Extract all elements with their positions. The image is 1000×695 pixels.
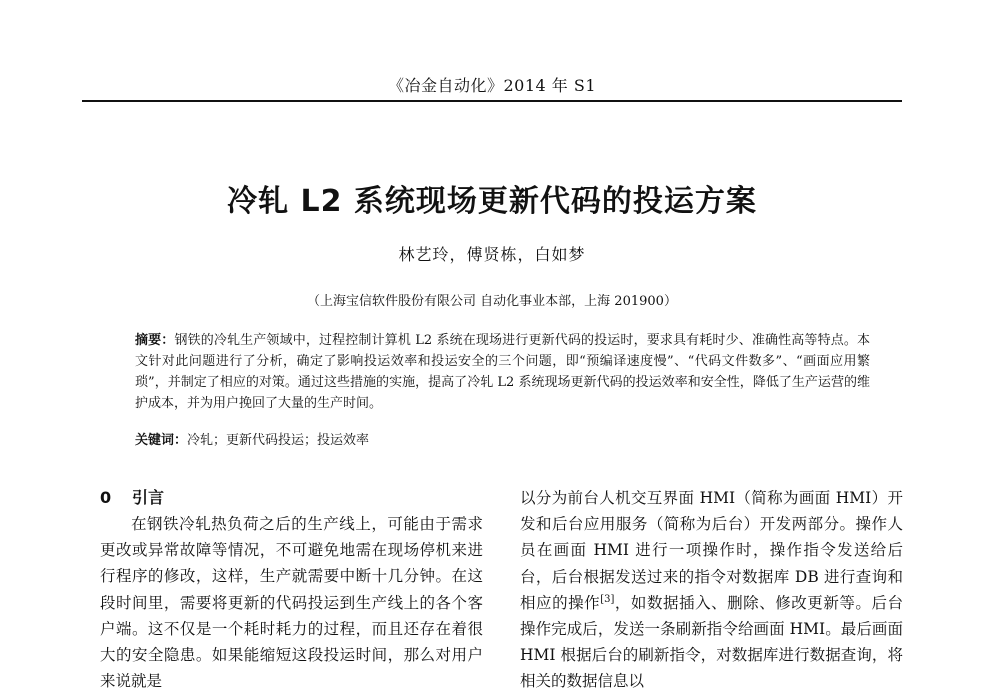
citation-ref: [3] (600, 593, 615, 605)
keywords (135, 430, 870, 451)
section-number: 0 (100, 488, 112, 507)
left-paragraph: 在钢铁冷轧热负荷之后的生产线上，可能由于需求更改或异常故障等情况，不可避免地需在现场停机来进行程序的修改，这样，生产就需要中断十几分钟。在这段时间里，需要将更新的代码投运到生产线上的各个客户端。这不仅是一个耗时耗力的过程，而且还存在着很大的安全隐患。如果能缩短这段投运时间，那么对用户来说就是 (100, 515, 483, 691)
article-affiliation: （上海宝信软件股份有限公司 自动化事业本部，上海 201900） (307, 294, 677, 309)
right-paragraph-part2: ，如数据插入、删除、修改更新等。后台操作完成后，发送一条刷新指令给画面 HMI。最后画面 HMI 根据后台的刷新指令，对数据库进行数据查询，将相关的数据信息以 (520, 593, 903, 691)
section-title: 引言 (132, 488, 165, 507)
left-column (100, 485, 483, 694)
article-title: 冷轧 L2 系统现场更新代码的投运方案 (227, 184, 757, 219)
journal-header: 《冶金自动化》2014 年 S1 (387, 76, 597, 95)
abstract-text: 钢铁的冷轧生产领域中，过程控制计算机 L2 系统在现场进行更新代码的投运时，要求具有耗时少、准确性高等特点。本文针对此问题进行了分析，确定了影响投运效率和投运安全的三个问题，即“预编译速度慢”、“代码文件数多”、“画面应用繁琐”，并制定了相应的对策。通过这些措施的实施，提高了冷轧 L2 系统现场更新代码的投运效率和安全性，降低了生产运营的维护成本，并为用户挽回了大量的生产时间。 (135, 333, 870, 411)
abstract-label: 摘要： (135, 333, 175, 348)
right-column (520, 485, 903, 695)
section-heading (100, 485, 483, 511)
keywords-text: 冷轧；更新代码投运；投运效率 (187, 433, 370, 448)
keywords-label: 关键词： (135, 433, 188, 448)
abstract (135, 330, 870, 414)
right-paragraph-part1: 以分为前台人机交互界面 HMI（简称为画面 HMI）开发和后台应用服务（简称为后台）开发两部分。操作人员在画面 HMI 进行一项操作时，操作指令发送给后台，后台根据发送过来的指令对数据库 DB 进行查询和相应的操作 (520, 489, 903, 612)
header-rule (82, 100, 902, 102)
right-paragraph (520, 485, 903, 695)
article-authors: 林艺玲，傅贤栋，白如梦 (398, 245, 586, 264)
